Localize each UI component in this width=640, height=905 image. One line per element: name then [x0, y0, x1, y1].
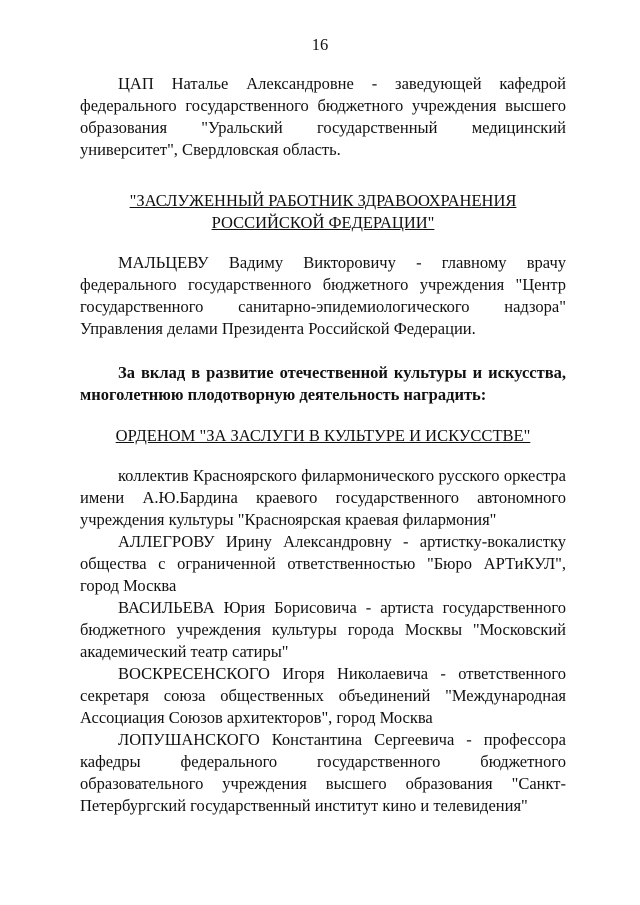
decree-clause: [80, 362, 566, 406]
award-entry-vasilyeva: ВАСИЛЬЕВА Юрия Борисовича - артиста государственного бюджетного учреждения культуры города Москвы "Московский академический театр сатиры": [80, 598, 566, 661]
award-entry-tsap: [80, 73, 566, 161]
section-heading-orden: [80, 425, 566, 447]
award-entry-maltsev: [80, 252, 566, 340]
award-entry-allegrova: АЛЛЕГРОВУ Ирину Александровну - артистку-вокалистку общества с ограниченной ответственностью "Бюро АРТиКУЛ", город Москва: [80, 532, 566, 595]
award-entry-text: ЦАП Наталье Александровне - заведующей кафедрой федерального государственного бюджетного учреждения высшего образования "Уральский государственный медицинский университет", Свердловская область.: [80, 74, 566, 159]
decree-clause-text: За вклад в развитие отечественной культуры и искусства, многолетнюю плодотворную деятельность наградить:: [80, 363, 566, 404]
section-heading-zasluzhenny: [110, 190, 536, 234]
award-entry-text: МАЛЬЦЕВУ Вадиму Викторовичу - главному врачу федерального государственного бюджетного учреждения "Центр государственного санитарно-эпидемиологического надзора" Управления делами Президента Российской Федерации.: [80, 253, 566, 338]
award-entry-voskresensky: ВОСКРЕСЕНСКОГО Игоря Николаевича - ответственного секретаря союза общественных объединений "Международная Ассоциация Союзов архитекторов", город Москва: [80, 664, 566, 727]
page-number: 16: [311, 35, 329, 54]
award-list: [80, 465, 566, 817]
section-heading-text: ОРДЕНОМ "ЗА ЗАСЛУГИ В КУЛЬТУРЕ И ИСКУССТВЕ": [115, 426, 531, 445]
award-entry-kollektiv: коллектив Красноярского филармонического русского оркестра имени А.Ю.Бардина краевого государственного автономного учреждения культуры "Красноярская краевая филармония": [80, 466, 566, 529]
section-heading-text: "ЗАСЛУЖЕННЫЙ РАБОТНИК ЗДРАВООХРАНЕНИЯ РОССИЙСКОЙ ФЕДЕРАЦИИ": [129, 191, 517, 232]
award-entry-lopushansky: ЛОПУШАНСКОГО Константина Сергеевича - профессора кафедры федерального государственного бюджетного образовательного учреждения высшего образования "Санкт-Петербургский государственный институт кино и телевидения": [80, 730, 566, 815]
